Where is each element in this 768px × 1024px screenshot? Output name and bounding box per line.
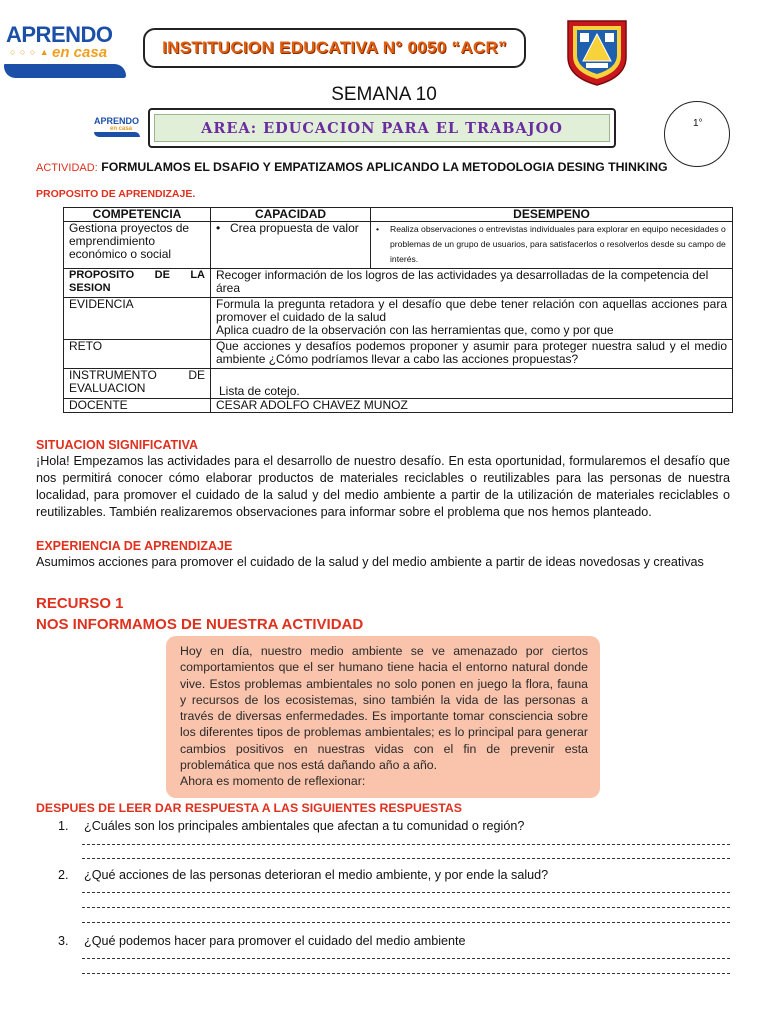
recurso-subtitle: NOS INFORMAMOS DE NUESTRA ACTIVIDAD — [36, 616, 364, 633]
bullet-icon: • — [216, 221, 221, 235]
desempeno-cell — [371, 222, 733, 269]
header-competencia: COMPETENCIA — [64, 208, 211, 222]
row-label-reto: RETO — [64, 340, 211, 369]
activity-text: FORMULAMOS EL DSAFIO Y EMPATIZAMOS APLICANDO LA METODOLOGIA DESING THINKING — [101, 160, 668, 174]
answer-line[interactable] — [82, 844, 730, 845]
row-value-instrumento — [211, 369, 733, 399]
table-row — [64, 369, 733, 399]
row-value-evidencia — [211, 298, 733, 340]
question-text: ¿Cuáles son los principales ambientales que afectan a tu comunidad o región? — [84, 819, 525, 833]
institution-banner — [143, 28, 526, 68]
table-row — [64, 340, 733, 369]
question-item — [58, 934, 466, 948]
aprendo-en-casa-logo — [4, 20, 128, 80]
situacion-text: ¡Hola! Empezamos las actividades para el desarrollo de nuestro desafío. En esta oportunidad, formularemos el desafío que nos permitirá conocer cómo elaborar productos de materiales reciclables o reutilizables para las personas de nuestra localidad, para promover el cuidado de la salud y del medio ambiente a partir de la utilización de materiales reciclables o reutilizables. También realizaremos observaciones para informar sobre el problema que nos hemos planteado. — [36, 454, 730, 519]
answer-line[interactable] — [82, 958, 730, 959]
activity-line — [36, 160, 668, 174]
area-title: AREA: EDUCACION PARA EL TRABAJOO — [201, 119, 563, 137]
learning-purpose-heading: PROPOSITO DE APRENDIZAJE. — [36, 188, 196, 200]
grade-badge — [664, 101, 730, 167]
purpose-table — [63, 207, 733, 413]
answer-line[interactable] — [82, 922, 730, 923]
table-row — [64, 298, 733, 340]
row-label-proposito: PROPOSITO DE LA SESION — [64, 269, 211, 298]
answer-line[interactable] — [82, 858, 730, 859]
recurso-title: RECURSO 1 — [36, 595, 124, 612]
evidencia-text-2: Aplica cuadro de la observación con las herramientas que, como y por que — [216, 323, 614, 337]
table-row — [64, 399, 733, 413]
row-value-docente: CESAR ADOLFO CHAVEZ MUNOZ — [211, 399, 733, 413]
logo-text-en-casa: en casa — [52, 44, 108, 61]
small-logo-subtext: en casa — [110, 126, 133, 132]
answer-line[interactable] — [82, 907, 730, 908]
table-row — [64, 222, 733, 269]
info-text: Hoy en día, nuestro medio ambiente se ve amenazado por ciertos comportamientos que el ser humano tiene hacia el entorno natural donde vive. Estos problemas ambientales no solo ponen en juego la flora, fauna y recursos de los ecosistemas, sino también la vida de las personas a través de diversas enfermedades. Es importante tomar consciencia sobre los diferentes tipos de problemas ambientales; es lo principal para generar cambios positivos en nuestras vidas con el fin de prevenir esta problemática que nos está dañando año a año. — [180, 644, 588, 773]
evidencia-text: Formula la pregunta retadora y el desafío que debe tener relación con aquellas acciones para promover el cuidado de la salud — [216, 297, 727, 324]
aprendo-en-casa-small-logo — [94, 116, 144, 138]
desempeno-text: Realiza observaciones o entrevistas individuales para explorar en equipo necesidades o problemas de un grupo de usuarios, para satisfacerlos o resolverlos desde su campo de interés. — [390, 224, 726, 264]
table-row — [64, 269, 733, 298]
answer-line[interactable] — [82, 973, 730, 974]
question-text: ¿Qué acciones de las personas deterioran el medio ambiente, y por ende la salud? — [84, 868, 549, 882]
competencia-cell: Gestiona proyectos de emprendimiento económico o social — [64, 222, 211, 269]
info-text-reflect: Ahora es momento de reflexionar: — [180, 774, 366, 789]
instrumento-text: Lista de cotejo. — [219, 384, 300, 398]
institution-name: INSTITUCION EDUCATIVA N° 0050 “ACR” — [162, 38, 507, 57]
info-text-box — [166, 636, 600, 798]
answer-line[interactable] — [82, 892, 730, 893]
experiencia-text: Asumimos acciones para promover el cuidado de la salud y del medio ambiente a partir de ideas novedosas y creativas — [36, 555, 704, 569]
recurso-heading — [36, 593, 363, 635]
question-number: 3. — [58, 934, 69, 948]
week-title: SEMANA 10 — [331, 84, 437, 105]
question-number: 2. — [58, 868, 69, 882]
row-label-instrumento: INSTRUMENTO DE EVALUACION — [64, 369, 211, 399]
header-capacidad: CAPACIDAD — [211, 208, 371, 222]
capacidad-cell — [211, 222, 371, 269]
activity-label: ACTIVIDAD: — [36, 162, 98, 174]
area-banner — [148, 108, 616, 148]
header-desempeno: DESEMPENO — [371, 208, 733, 222]
school-shield-icon — [564, 17, 630, 87]
question-text: ¿Qué podemos hacer para promover el cuidado del medio ambiente — [84, 934, 466, 948]
row-label-evidencia: EVIDENCIA — [64, 298, 211, 340]
questions-heading: DESPUES DE LEER DAR RESPUESTA A LAS SIGUIENTES RESPUESTAS — [36, 801, 462, 815]
table-header-row — [64, 208, 733, 222]
question-number: 1. — [58, 819, 69, 833]
small-logo-swoosh — [94, 132, 140, 137]
logo-dots: ○ ○ ○ ▲ — [10, 47, 50, 57]
logo-text-aprendo: APRENDO — [6, 22, 113, 47]
situacion-title: SITUACION SIGNIFICATIVA — [36, 438, 199, 452]
row-value-proposito: Recoger información de los logros de las actividades ya desarrolladas de la competencia del área — [211, 269, 733, 298]
capacidad-text: Crea propuesta de valor — [230, 221, 359, 235]
grade-text: 1° — [693, 118, 703, 129]
bullet-icon: • — [376, 224, 380, 234]
experiencia-title: EXPERIENCIA DE APRENDIZAJE — [36, 539, 233, 553]
row-value-reto: Que acciones y desafíos podemos proponer y asumir para proteger nuestra salud y el medio ambiente ¿Cómo podríamos llevar a cabo las acciones propuestas? — [211, 340, 733, 369]
question-item — [58, 819, 524, 833]
row-label-docente: DOCENTE — [64, 399, 211, 413]
logo-swoosh — [4, 64, 126, 78]
small-logo-text: APRENDO — [94, 116, 140, 126]
question-item — [58, 868, 548, 882]
